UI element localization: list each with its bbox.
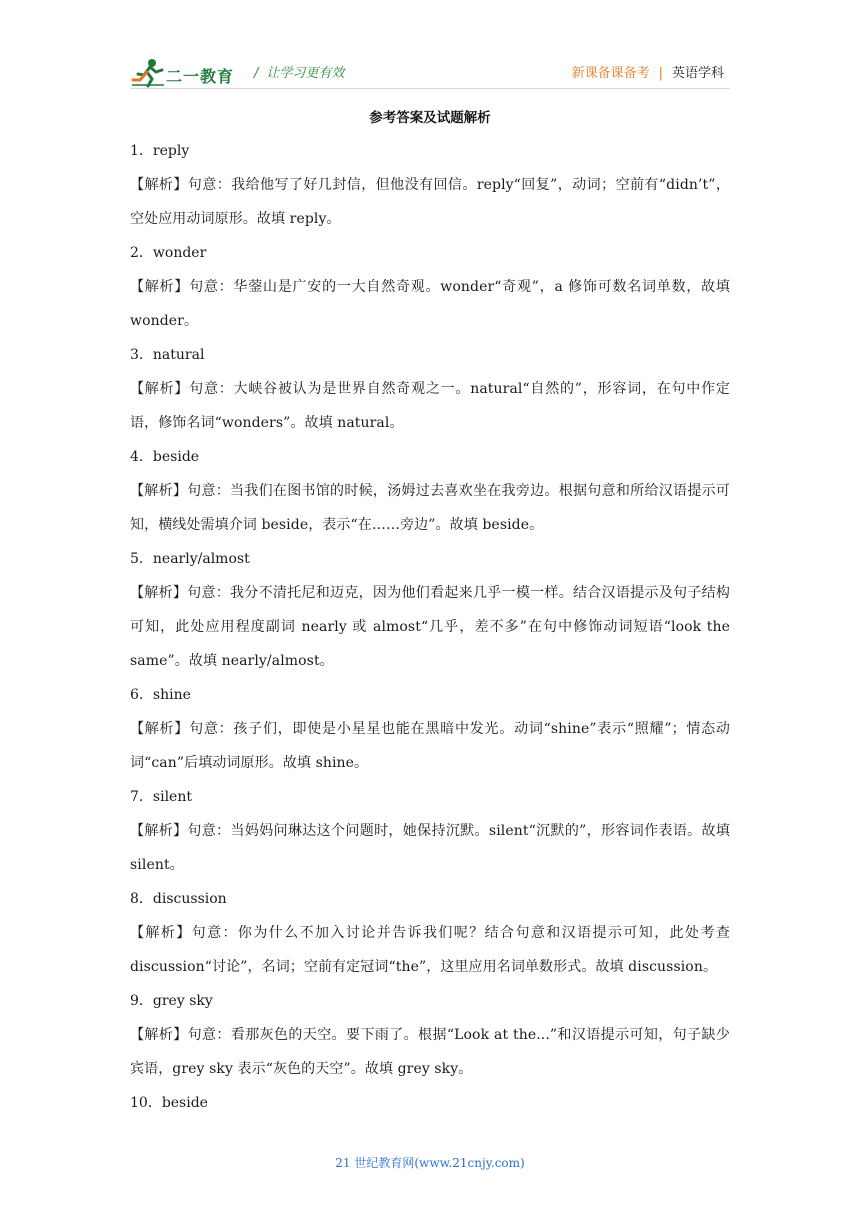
- answer-line: 4．beside: [130, 449, 200, 465]
- explanation: 【解析】句意：我给他写了好几封信，但他没有回信。reply“回复”，动词；空前有“didn’t”，空处应用动词原形。故填 reply。: [130, 177, 730, 227]
- answer-line: 10．beside: [130, 1095, 208, 1111]
- answer-line: 8．discussion: [130, 891, 227, 907]
- answer-item: [130, 882, 730, 984]
- explanation: 【解析】句意：华蓥山是广安的一大自然奇观。wonder“奇观”，a 修饰可数名词单数，故填 wonder。: [130, 279, 730, 329]
- subject-label: 英语学科: [671, 66, 724, 81]
- header-separator: |: [658, 66, 663, 81]
- slogan-text: 让学习更有效: [266, 66, 345, 81]
- answer-line: 3．natural: [130, 347, 205, 363]
- answer-item: [130, 780, 730, 882]
- explanation: 【解析】句意：看那灰色的天空。要下雨了。根据“Look at the...”和汉语提示可知，句子缺少宾语，grey sky 表示“灰色的天空”。故填 grey sky。: [130, 1027, 730, 1077]
- answer-item: [130, 984, 730, 1086]
- logo-text: 二一教育: [166, 67, 235, 86]
- slogan-separator: /: [254, 66, 259, 81]
- answer-line: 6．shine: [130, 687, 191, 703]
- answer-line: 9．grey sky: [130, 993, 213, 1009]
- answer-item: [130, 678, 730, 780]
- answer-item: [130, 542, 730, 678]
- answer-item: [130, 134, 730, 236]
- page-title: 参考答案及试题解析: [369, 110, 491, 126]
- slogan: [254, 62, 344, 81]
- brand-tag: 新课备课备考: [571, 66, 650, 81]
- running-person-icon: [130, 58, 166, 88]
- page-footer: 21 世纪教育网(www.21cnjy.com): [335, 1156, 525, 1170]
- answer-line: 7．silent: [130, 789, 192, 805]
- answer-item: [130, 338, 730, 440]
- logo: [130, 58, 240, 88]
- header-brand: [572, 62, 724, 81]
- answer-line: 2．wonder: [130, 245, 207, 261]
- explanation: 【解析】句意：大峡谷被认为是世界自然奇观之一。natural“自然的”，形容词，在句中作定语，修饰名词“wonders”。故填 natural。: [130, 381, 730, 431]
- answer-item: [130, 440, 730, 542]
- answer-list: [130, 134, 730, 1120]
- page-header: [130, 52, 730, 92]
- answer-item: [130, 1086, 730, 1120]
- explanation: 【解析】句意：当妈妈问琳达这个问题时，她保持沉默。silent“沉默的”，形容词作表语。故填 silent。: [130, 823, 730, 873]
- explanation: 【解析】句意：你为什么不加入讨论并告诉我们呢？结合句意和汉语提示可知，此处考查 discussion“讨论”，名词；空前有定冠词“the”，这里应用名词单数形式。故填 discussion。: [130, 925, 730, 975]
- explanation: 【解析】句意：当我们在图书馆的时候，汤姆过去喜欢坐在我旁边。根据句意和所给汉语提示可知，横线处需填介词 beside，表示“在……旁边”。故填 beside。: [130, 483, 730, 533]
- answer-line: 1．reply: [130, 143, 190, 159]
- explanation: 【解析】句意：孩子们，即使是小星星也能在黑暗中发光。动词“shine”表示“照耀”；情态动词“can”后填动词原形。故填 shine。: [130, 721, 730, 771]
- answer-item: [130, 236, 730, 338]
- explanation: 【解析】句意：我分不清托尼和迈克，因为他们看起来几乎一模一样。结合汉语提示及句子结构可知，此处应用程度副词 nearly 或 almost“几乎，差不多”在句中修饰动词短语“look the same”。故填 nearly/almost。: [130, 585, 730, 669]
- answer-line: 5．nearly/almost: [130, 551, 250, 567]
- header-divider: [130, 88, 730, 89]
